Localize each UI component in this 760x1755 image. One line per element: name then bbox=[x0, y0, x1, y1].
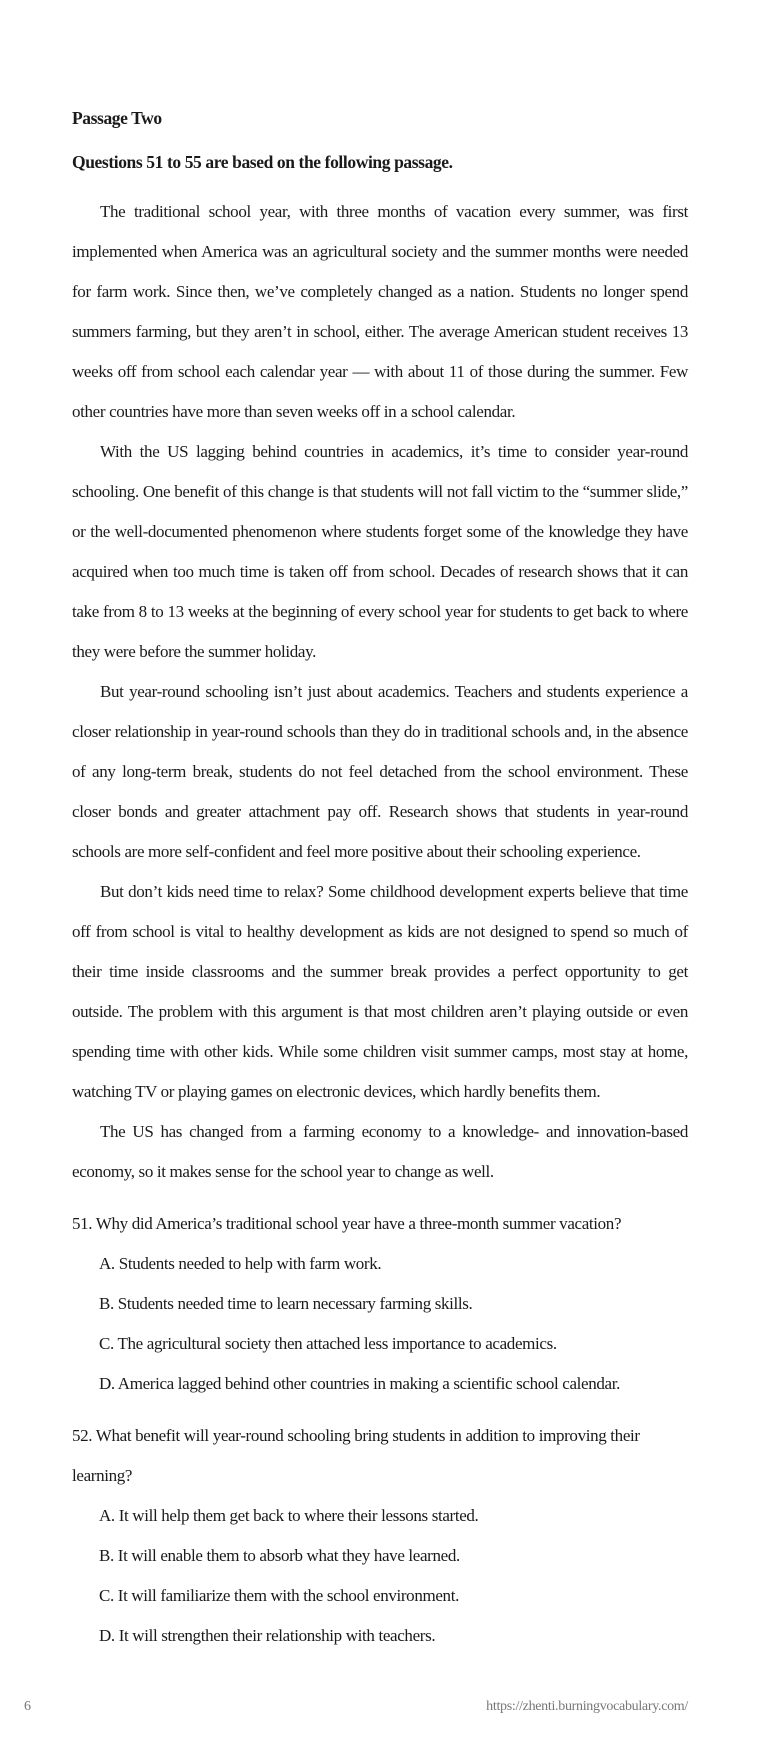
answer-option-b: B. It will enable them to absorb what they have learned. bbox=[99, 1546, 460, 1565]
answer-option-b: B. Students needed time to learn necessary farming skills. bbox=[99, 1294, 473, 1313]
answer-option-a: A. It will help them get back to where their lessons started. bbox=[99, 1506, 479, 1525]
document-page bbox=[72, 106, 688, 1656]
question-stem: 51. Why did America’s traditional school year have a three-month summer vacation? bbox=[72, 1214, 622, 1233]
answer-option-c: C. The agricultural society then attached less importance to academics. bbox=[99, 1334, 557, 1353]
passage-paragraph-1: The traditional school year, with three months of vacation every summer, was first implemented when America was an agricultural society and the summer months were needed for farm work. Since then, we’ve completely changed as a nation. Students no longer spend summers farming, but they aren’t in school, either. The average American student receives 13 weeks off from school each calendar year — with about 11 of those during the summer. Few other countries have more than seven weeks off in a school calendar. bbox=[72, 202, 688, 421]
answer-option-d: D. It will strengthen their relationship with teachers. bbox=[99, 1626, 436, 1645]
answer-option-c: C. It will familiarize them with the school environment. bbox=[99, 1586, 459, 1605]
question-52 bbox=[72, 1416, 688, 1656]
question-stem: 52. What benefit will year-round schooling bring students in addition to improving their learning? bbox=[72, 1426, 640, 1485]
footer-url: https://zhenti.burningvocabulary.com/ bbox=[486, 1699, 688, 1714]
answer-option-a: A. Students needed to help with farm work. bbox=[99, 1254, 382, 1273]
answer-option-d: D. America lagged behind other countries in making a scientific school calendar. bbox=[99, 1374, 621, 1393]
passage-paragraph-4: But don’t kids need time to relax? Some childhood development experts believe that time off from school is vital to healthy development as kids are not designed to spend so much of their time inside classrooms and the summer break provides a perfect opportunity to get outside. The problem with this argument is that most children aren’t playing outside or even spending time with other kids. While some children visit summer camps, most stay at home, watching TV or playing games on electronic devices, which hardly benefits them. bbox=[72, 882, 688, 1101]
passage-paragraph-5: The US has changed from a farming economy to a knowledge- and innovation-based economy, so it makes sense for the school year to change as well. bbox=[72, 1122, 688, 1181]
passage-instructions: Questions 51 to 55 are based on the following passage. bbox=[72, 152, 453, 172]
question-51 bbox=[72, 1204, 688, 1404]
passage-paragraph-2: With the US lagging behind countries in academics, it’s time to consider year-round schooling. One benefit of this change is that students will not fall victim to the “summer slide,” or the well-documented phenomenon where students forget some of the knowledge they have acquired when too much time is taken off from school. Decades of research shows that it can take from 8 to 13 weeks at the beginning of every school year for students to get back to where they were before the summer holiday. bbox=[72, 442, 688, 661]
passage-body bbox=[72, 192, 688, 1192]
page-number: 6 bbox=[24, 1699, 31, 1714]
passage-title: Passage Two bbox=[72, 108, 162, 128]
passage-paragraph-3: But year-round schooling isn’t just about academics. Teachers and students experience a closer relationship in year-round schools than they do in traditional schools and, in the absence of any long-term break, students do not feel detached from the school environment. These closer bonds and greater attachment pay off. Research shows that students in year-round schools are more self-confident and feel more positive about their schooling experience. bbox=[72, 682, 688, 861]
